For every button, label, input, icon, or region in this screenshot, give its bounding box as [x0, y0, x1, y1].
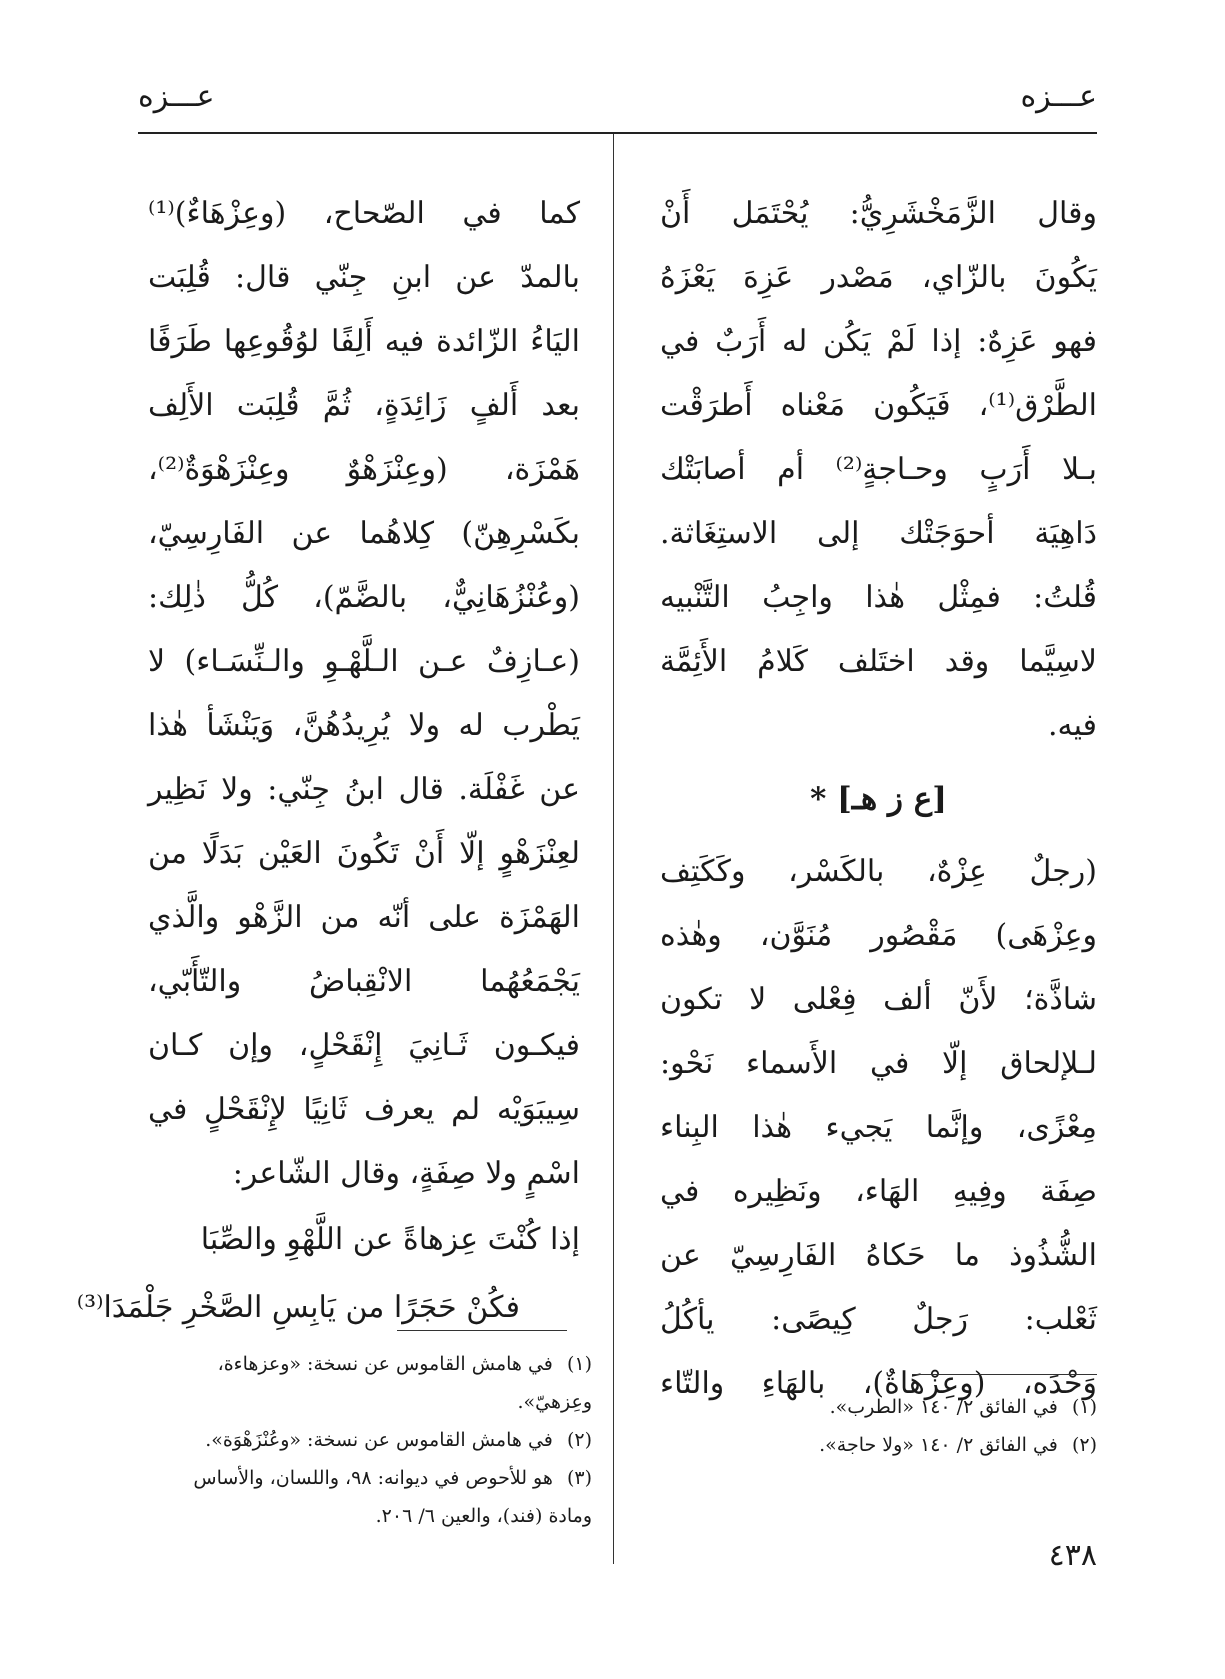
footnote-text: في الفائق ٢/ ١٤٠ «الطرب».	[829, 1396, 1058, 1418]
footnote	[155, 1459, 592, 1535]
footnote	[660, 1426, 1097, 1464]
verse-hemistich-1: إذا كُنْتَ عِزهاةً عن اللَّهْوِ والصِّبَا	[200, 1222, 580, 1257]
footnotes-right	[660, 1388, 1097, 1464]
text-line: (وعُنْزُهَانِيٌّ، بالضَّمّ)، كُلُّ ذٰلِك:	[148, 580, 580, 615]
text-line: بـلا أَرَبٍ وحـاجةٍ⁽²⁾ أم أصابَتْك	[660, 452, 1097, 487]
text-line: يَكُونَ بالزّاي، مَصْدر عَزِهَ يَعْزَهُ	[660, 260, 1097, 295]
text-line: الطَّرْق⁽¹⁾، فَيَكُون مَعْناه أَطرَقْت	[660, 388, 1097, 423]
text-line: بالمدّ عن ابنِ جِنّي قال: قُلِبَت	[148, 260, 580, 295]
left-column	[76, 182, 580, 1342]
text-line: فيه.	[1047, 708, 1097, 743]
text-line: اليَاءُ الزّائدة فيه أَلِفًا لوُقُوعِها طَرَفًا	[148, 324, 580, 359]
text-line: شاذَّة؛ لأَنّ ألف فِعْلى لا تكون	[660, 982, 1097, 1017]
footnotes-left	[155, 1345, 592, 1535]
header-rule	[138, 132, 1097, 134]
text-line: بكَسْرِهِنّ) كِلاهُما عن الفَارِسِيّ،	[148, 516, 580, 551]
text-line: مِعْزًى، وإنَّما يَجيء هٰذا البِناء	[660, 1110, 1097, 1145]
footnote-number: (٢)	[1071, 1434, 1097, 1456]
text-line: اسْمٍ ولا صِفَةٍ، وقال الشّاعر:	[232, 1156, 580, 1191]
text-line: فهو عَزِهٌ: إذا لَمْ يَكُن له أَرَبٌ في	[660, 324, 1097, 359]
footnote	[155, 1421, 592, 1459]
text-line: لاسِيَّما وقد اختَلف كَلامُ الأَئِمَّة	[660, 644, 1097, 679]
running-header-left: عـــزه	[138, 79, 215, 114]
footnote	[660, 1388, 1097, 1426]
text-line: الهَمْزَة على أنّه من الزَّهْو والَّذي	[148, 900, 580, 935]
running-header-right: عـــزه	[1020, 79, 1097, 114]
column-divider	[613, 134, 614, 1564]
text-line: صِفَة وفِيهِ الهَاء، ونَظِيره في	[660, 1174, 1097, 1209]
text-line: لـلإلحاق إلّا في الأَسماء نَحْو:	[660, 1046, 1097, 1081]
text-line: (عـازِفٌ عـن الـلَّهْـوِ والـنِّسَـاء) لا	[148, 644, 580, 679]
footnote-text: في الفائق ٢/ ١٤٠ «ولا حاجة».	[819, 1434, 1058, 1456]
footnote-number: (١)	[1071, 1396, 1097, 1418]
footnote-text: في هامش القاموس عن نسخة: «وعزهاءة، وعِزهيّ».	[217, 1353, 592, 1413]
footnote-number: (١)	[566, 1353, 592, 1375]
verse-hemistich-2: فكُنْ حَجَرًا من يَابِسِ الصَّخْرِ جَلْمَدَا⁽³⁾	[76, 1290, 520, 1325]
text-line: قُلتُ: فمِثْل هٰذا واجِبُ التَّنْبيه	[660, 580, 1097, 615]
footnote	[155, 1345, 592, 1421]
text-line: وَحْدَه، (وعِزْهَاةٌ)، بالهَاءِ والتّاء	[660, 1366, 1097, 1401]
text-line: عن غَفْلَة. قال ابنُ جِنّي: ولا نَظِير	[148, 772, 580, 807]
text-line: هَمْزَة، (وعِنْزَهْوٌ وعِنْزَهْوَةٌ⁽²⁾،	[148, 452, 580, 487]
footnote-number: (٣)	[566, 1467, 592, 1489]
footnote-rule-right	[912, 1374, 1097, 1375]
text-line: كما في الصّحاح، (وعِزْهَاءٌ)⁽¹⁾	[148, 196, 580, 231]
footnote-rule-left	[397, 1330, 567, 1331]
text-line: بعد أَلفٍ زَائِدَةٍ، ثُمَّ قُلِبَت الأَلِف	[148, 388, 580, 423]
text-line: وقال الزَّمَخْشَرِيُّ: يُحْتَمَل أَنْ	[660, 196, 1097, 231]
footnote-number: (٢)	[566, 1429, 592, 1451]
footnote-text: في هامش القاموس عن نسخة: «وعُنْزَهْوَة».	[205, 1429, 553, 1451]
text-line: لعِنْزَهْوٍ إلّا أَنْ تَكُونَ العَيْن بَدَلًا من	[148, 836, 580, 871]
footnote-text: هو للأحوص في ديوانه: ٩٨، واللسان، والأساس ومادة (فند)، والعين ٦/ ٢٠٦.	[193, 1467, 592, 1527]
text-line: وعِزْهَى) مَقْصُور مُنَوَّن، وهٰذه	[660, 918, 1097, 953]
entry-heading: [ع ز هـ] *	[810, 781, 947, 817]
text-line: يَطْرب له ولا يُرِيدُهُنَّ، وَيَنْشَأ هٰذا	[148, 708, 580, 743]
right-column	[660, 182, 1097, 1416]
text-line: دَاهِيَة أحوَجَتْك إلى الاستِغَاثة.	[660, 516, 1097, 551]
text-line: يَجْمَعُهُما الانْقِباضُ والتّأَبّي،	[148, 964, 580, 999]
text-line: الشُّذُوذ ما حَكاهُ الفَارِسِيّ عن	[660, 1238, 1097, 1273]
page-number: ٤٣٨	[1048, 1538, 1097, 1573]
text-line: فيكـون ثَـانِيَ إِنْقَحْلٍ، وإن كـان	[148, 1028, 580, 1063]
text-line: سِيبَوَيْه لم يعرف ثَانِيًا لإِنْقَحْلٍ في	[148, 1092, 580, 1127]
text-line: ثَعْلب: رَجلٌ كِيصًى: يأكُلُ	[660, 1302, 1097, 1337]
text-line: (رجلٌ عِزْهٌ، بالكَسْر، وكَكَتِف	[660, 854, 1097, 889]
